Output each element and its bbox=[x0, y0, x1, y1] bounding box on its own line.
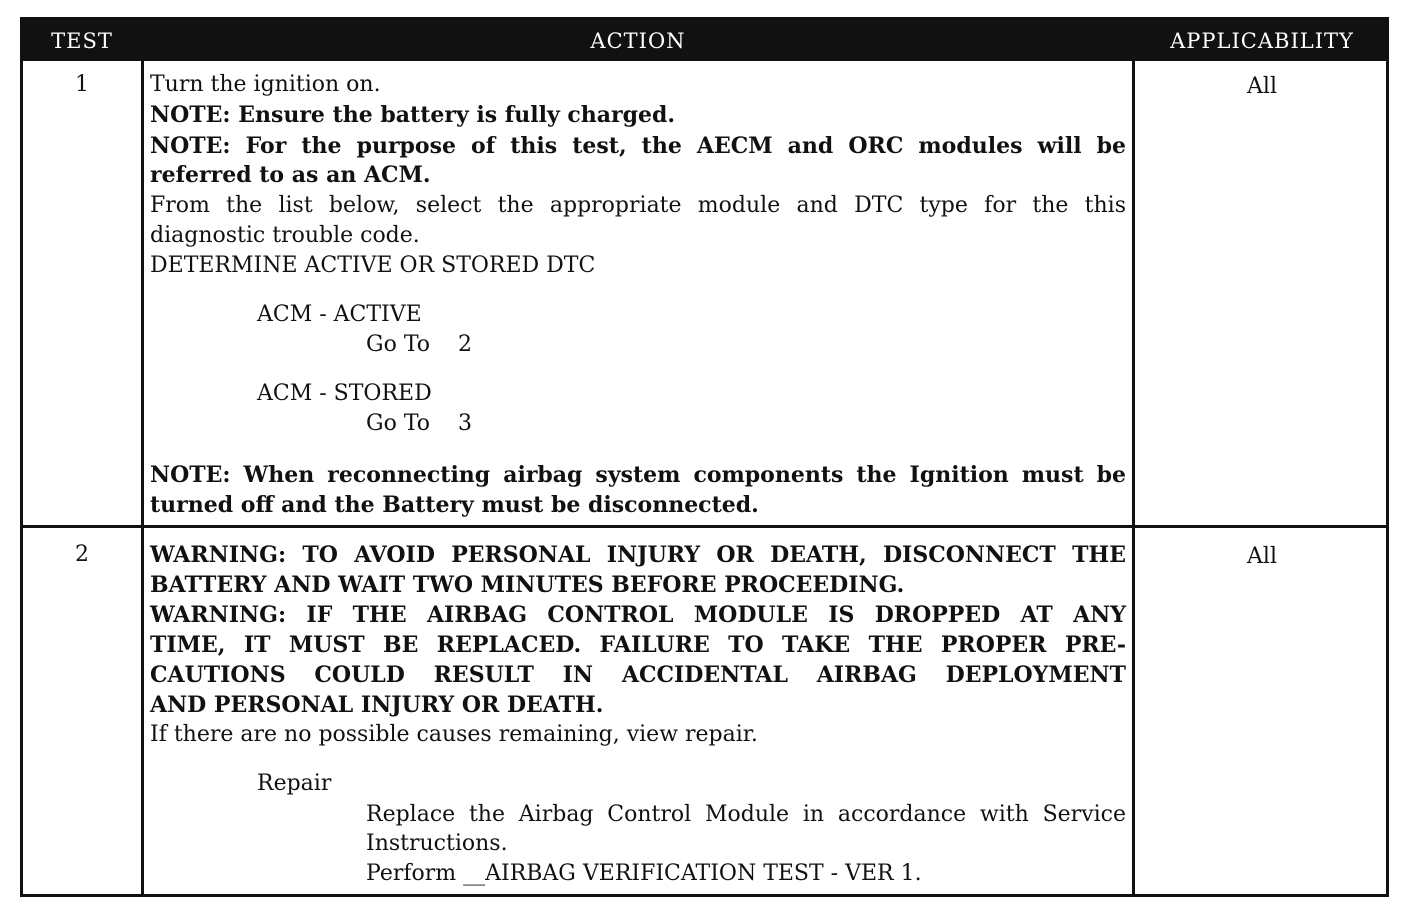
row-divider bbox=[23, 525, 1386, 528]
diagnostic-table bbox=[20, 17, 1389, 897]
row1-note-modules: NOTE: For the purpose of this test, the AECM and ORC modules will be bbox=[150, 133, 1126, 159]
option-acm-stored: ACM - STORED bbox=[257, 381, 432, 406]
row1-note-battery: NOTE: Ensure the battery is fully charged. bbox=[150, 102, 676, 128]
column-divider bbox=[141, 20, 144, 894]
repair-step: Replace the Airbag Control Module in accordance with Service bbox=[366, 802, 1126, 827]
goto-label: Go To bbox=[366, 411, 431, 436]
row1-instruction-cont: diagnostic trouble code. bbox=[150, 223, 420, 248]
repair-step-cont: Instructions. bbox=[366, 831, 508, 856]
option-acm-active: ACM - ACTIVE bbox=[257, 302, 422, 327]
column-divider bbox=[1132, 20, 1135, 894]
row1-note-modules-cont: referred to as an ACM. bbox=[150, 162, 431, 188]
repair-verification-link[interactable]: Perform __AIRBAG VERIFICATION TEST - VER 1. bbox=[366, 861, 922, 886]
row1-test-number: 1 bbox=[75, 72, 89, 97]
header-test: TEST bbox=[51, 29, 113, 53]
repair-heading: Repair bbox=[257, 771, 332, 796]
row2-warning-2-cont: CAUTIONS COULD RESULT IN ACCIDENTAL AIRBAG DEPLOYMENT bbox=[150, 662, 1126, 688]
table-header bbox=[23, 20, 1386, 61]
goto-label: Go To bbox=[366, 332, 431, 357]
row2-applicability: All bbox=[1247, 544, 1277, 569]
row1-determine-heading: DETERMINE ACTIVE OR STORED DTC bbox=[150, 253, 596, 278]
row2-warning-1-cont: BATTERY AND WAIT TWO MINUTES BEFORE PROCEEDING. bbox=[150, 572, 905, 598]
row2-warning-2: WARNING: IF THE AIRBAG CONTROL MODULE IS DROPPED AT ANY bbox=[150, 602, 1126, 628]
header-applicability: APPLICABILITY bbox=[1170, 29, 1354, 53]
row1-note-reconnect-cont: turned off and the Battery must be disconnected. bbox=[150, 492, 759, 518]
row2-instruction: If there are no possible causes remaining, view repair. bbox=[150, 722, 758, 747]
row1-step-text: Turn the ignition on. bbox=[150, 72, 381, 97]
header-action: ACTION bbox=[590, 29, 686, 53]
row1-instruction: From the list below, select the appropriate module and DTC type for the this bbox=[150, 193, 1126, 218]
row2-warning-1: WARNING: TO AVOID PERSONAL INJURY OR DEATH, DISCONNECT THE bbox=[150, 542, 1126, 568]
row2-warning-2-cont: TIME, IT MUST BE REPLACED. FAILURE TO TAKE THE PROPER PRE- bbox=[150, 632, 1126, 658]
goto-step-2[interactable]: 2 bbox=[458, 332, 472, 357]
goto-step-3[interactable]: 3 bbox=[458, 411, 472, 436]
row2-warning-2-end: AND PERSONAL INJURY OR DEATH. bbox=[150, 692, 604, 718]
row1-note-reconnect: NOTE: When reconnecting airbag system components the Ignition must be bbox=[150, 462, 1126, 488]
row1-applicability: All bbox=[1247, 74, 1277, 99]
row2-test-number: 2 bbox=[75, 542, 89, 567]
